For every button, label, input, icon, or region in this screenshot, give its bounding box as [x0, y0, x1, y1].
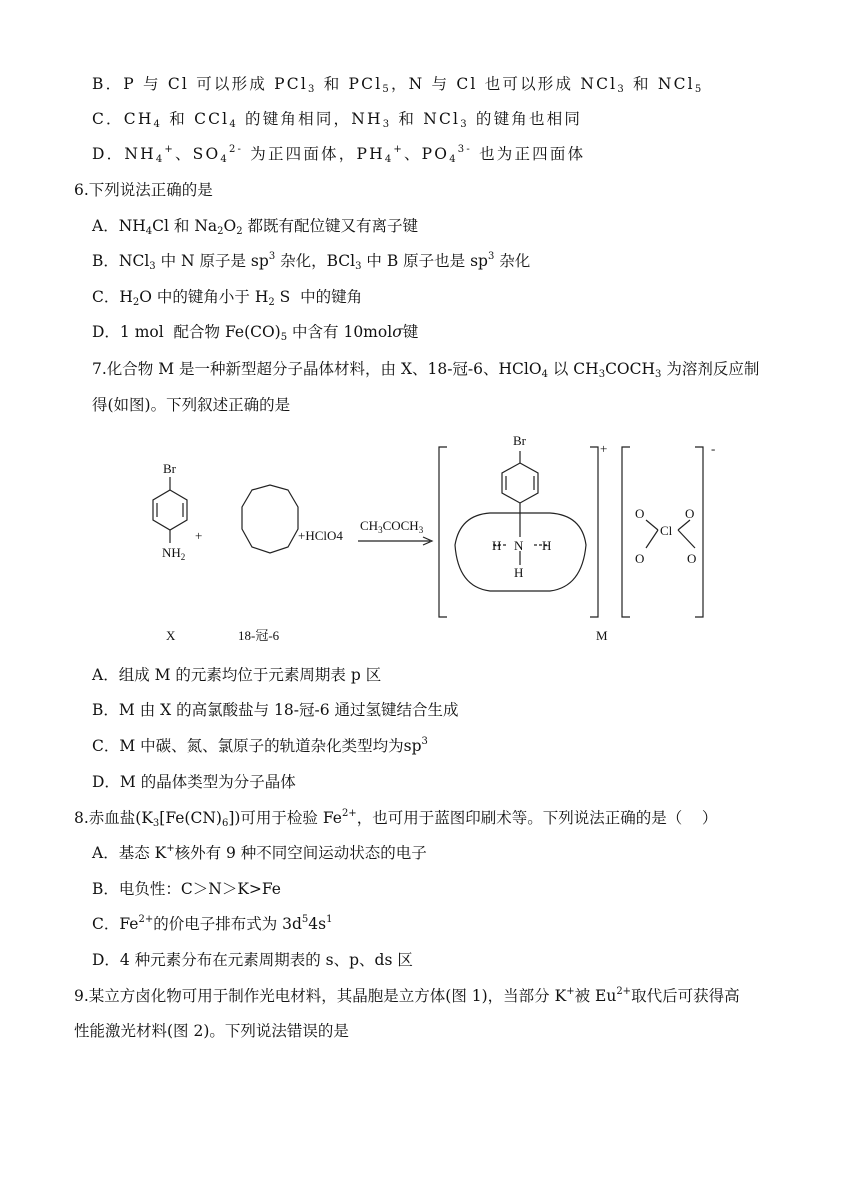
q8-option-c: C．$Fe^{2+}$的价电子排布式为 $3d^54s^1$	[92, 914, 333, 933]
x-label: X	[166, 628, 176, 643]
svg-text:-: -	[711, 441, 716, 456]
svg-text:O: O	[635, 551, 645, 566]
anion-left-bracket	[622, 447, 630, 617]
m-benzene-ring	[502, 463, 538, 503]
q7-option-d: D．M 的晶体类型为分子晶体	[92, 773, 296, 791]
q5-option-b: B．P 与 Cl 可以形成 PCl$_3$ 和 PCl$_5$，N 与 Cl 也可以形成 NCl$_3$ 和 NCl$_5$	[92, 75, 704, 95]
crown-ring	[242, 485, 298, 553]
reaction-diagram	[130, 425, 770, 650]
solvent-label: $CH_3COCH_3$	[360, 518, 424, 535]
svg-text:H: H	[542, 538, 552, 553]
svg-text:H: H	[492, 538, 502, 553]
reagent-label: +HClO4	[298, 528, 343, 543]
q9-stem-line1: 9.某立方卤化物可用于制作光电材料，其晶胞是立方体(图 1)，当部分 K+被 $Eu^{2+}$取代后可获得高	[74, 986, 740, 1005]
x-benzene-ring	[153, 490, 187, 530]
x-br-label: Br	[163, 461, 176, 476]
anion-right-bracket	[695, 447, 703, 617]
q8-option-d: D．4 种元素分布在元素周期表的 s、p、ds 区	[92, 951, 413, 969]
q7-stem-line2: 得(如图)。下列叙述正确的是	[92, 396, 291, 414]
q8-option-a: A．基态 K+核外有 9 种不同空间运动状态的电子	[92, 843, 427, 862]
svg-text:H: H	[514, 565, 524, 580]
q6-option-b: B．NCl$_3$ 中 N 原子是 $sp^3$ 杂化，BCl$_3$ 中 B 原子也是 $sp^3$ 杂化	[92, 251, 531, 272]
q7-stem-line1: 7.化合物 M 是一种新型超分子晶体材料，由 X、18-冠-6、HClO$_4$ 以 $CH_3COCH_3$ 为溶剂反应制	[92, 360, 760, 380]
svg-text:O: O	[687, 551, 697, 566]
q7-option-b: B．M 由 X 的高氯酸盐与 18-冠-6 通过氢键结合生成	[92, 701, 459, 719]
svg-text:O: O	[685, 506, 695, 521]
q6-option-d: D．1 mol 配合物 $Fe(CO)_5$ 中含有 10molσ键	[92, 323, 419, 343]
svg-text:O: O	[635, 506, 645, 521]
q8-option-b: B．电负性：C＞N＞K>Fe	[92, 880, 281, 898]
q6-stem: 6.下列说法正确的是	[74, 181, 213, 199]
m-left-bracket	[439, 447, 447, 617]
q5-option-d: D．$NH_4^+$、$SO_4^{2-}$ 为正四面体，$PH_4^+$、$PO_4^{3-}$ 也为正四面体	[92, 144, 586, 165]
m-label: M	[596, 628, 608, 643]
q6-option-c: C．$H_2O$ 中的键角小于 $H_2$ S 中的键角	[92, 288, 363, 308]
q9-stem-line2: 性能激光材料(图 2)。下列说法错误的是	[74, 1022, 349, 1040]
m-br-label: Br	[513, 433, 526, 448]
svg-text:+: +	[600, 441, 608, 456]
svg-text:N: N	[514, 538, 524, 553]
q7-option-a: A．组成 M 的元素均位于元素周期表 p 区	[92, 666, 382, 684]
q5-option-c: C．$CH_4$ 和 CCl$_4$ 的键角相同，$NH_3$ 和 NCl$_3$ 的键角也相同	[92, 110, 583, 130]
q8-stem: 8.赤血盐$(K_3[Fe(CN)_6])$可用于检验 $Fe^{2+}$，也可用于蓝图印刷术等。下列说法正确的是（ ）	[74, 808, 718, 829]
q6-option-a: A．$NH_4Cl$ 和 $Na_2O_2$ 都既有配位键又有离子键	[92, 217, 419, 237]
svg-text:+: +	[195, 528, 203, 543]
q7-option-c: C．M 中碳、氮、氯原子的轨道杂化类型均为$sp^3$	[92, 736, 428, 755]
x-nh2-label: $NH_2$	[162, 545, 186, 562]
svg-text:Cl: Cl	[660, 523, 673, 538]
crown-label: 18-冠-6	[238, 628, 280, 643]
m-right-bracket	[590, 447, 598, 617]
